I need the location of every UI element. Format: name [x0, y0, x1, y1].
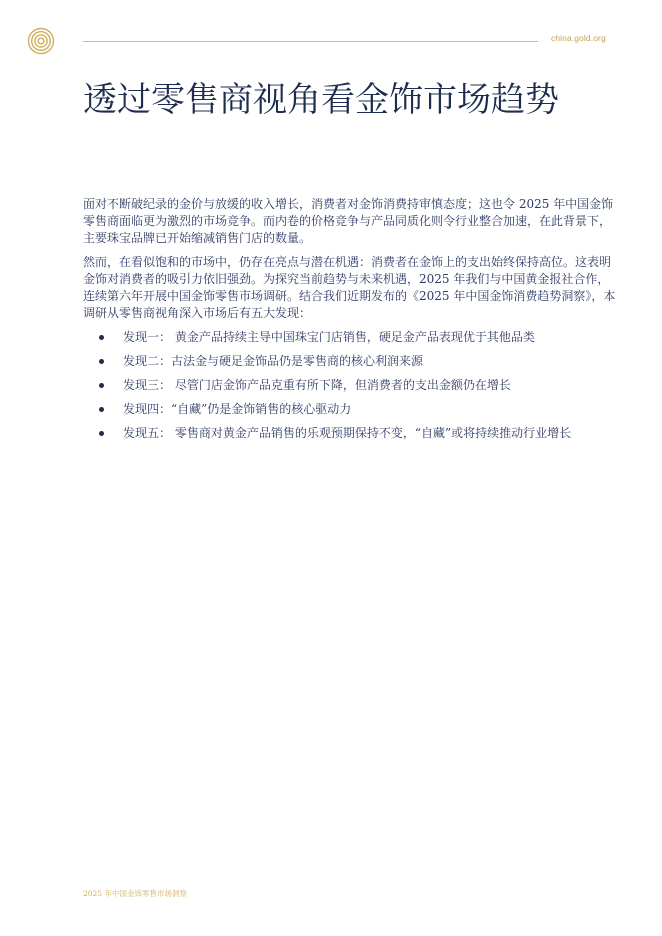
bullet-icon [99, 383, 104, 388]
finding-item [83, 425, 618, 442]
finding-item [83, 377, 618, 394]
finding-item [83, 401, 618, 418]
bullet-icon [99, 359, 104, 364]
finding-text: 发现三： 尽管门店金饰产品克重有所下降，但消费者的支出金额仍在增长 [123, 378, 511, 392]
opportunity-paragraph: 然而，在看似饱和的市场中，仍存在亮点与潜在机遇：消费者在金饰上的支出始终保持高位。这表明金饰对消费者的吸引力依旧强劲。为探究当前趋势与未来机遇，2025 年我们与中国黄金报社合作，连续第六年开展中国金饰零售市场调研。结合我们近期发布的《2025 年中国金饰消费趋势洞察》，本调研从零售商视角深入市场后有五大发现： [83, 255, 616, 320]
finding-text: 发现四：“自藏”仍是金饰销售的核心驱动力 [123, 402, 352, 416]
site-url-link[interactable]: china.gold.org [551, 33, 606, 43]
footer-report-title: 2025 年中国金饰零售市场洞察 [83, 889, 187, 898]
header-rule [83, 41, 538, 42]
bullet-icon [99, 335, 104, 340]
intro-paragraph: 面对不断破纪录的金价与放缓的收入增长，消费者对金饰消费持审慎态度；这也令 2025 年中国金饰零售商面临更为激烈的市场竞争。而内卷的价格竞争与产品同质化则令行业整合加速，在此背景下，主要珠宝品牌已开始缩减销售门店的数量。 [83, 197, 614, 245]
concentric-rings-logo [27, 27, 55, 55]
bullet-icon [99, 431, 104, 436]
findings-list [83, 329, 618, 442]
finding-text: 发现五： 零售商对黄金产品销售的乐观预期保持不变，“自藏”或将持续推动行业增长 [123, 426, 572, 440]
bullet-icon [99, 407, 104, 412]
finding-text: 发现二：古法金与硬足金饰品仍是零售商的核心利润来源 [123, 354, 424, 368]
finding-item [83, 353, 618, 370]
body-copy [83, 196, 618, 449]
finding-item [83, 329, 618, 346]
finding-text: 发现一： 黄金产品持续主导中国珠宝门店销售，硬足金产品表现优于其他品类 [123, 330, 535, 344]
page-title: 透过零售商视角看金饰市场趋势 [83, 80, 559, 120]
